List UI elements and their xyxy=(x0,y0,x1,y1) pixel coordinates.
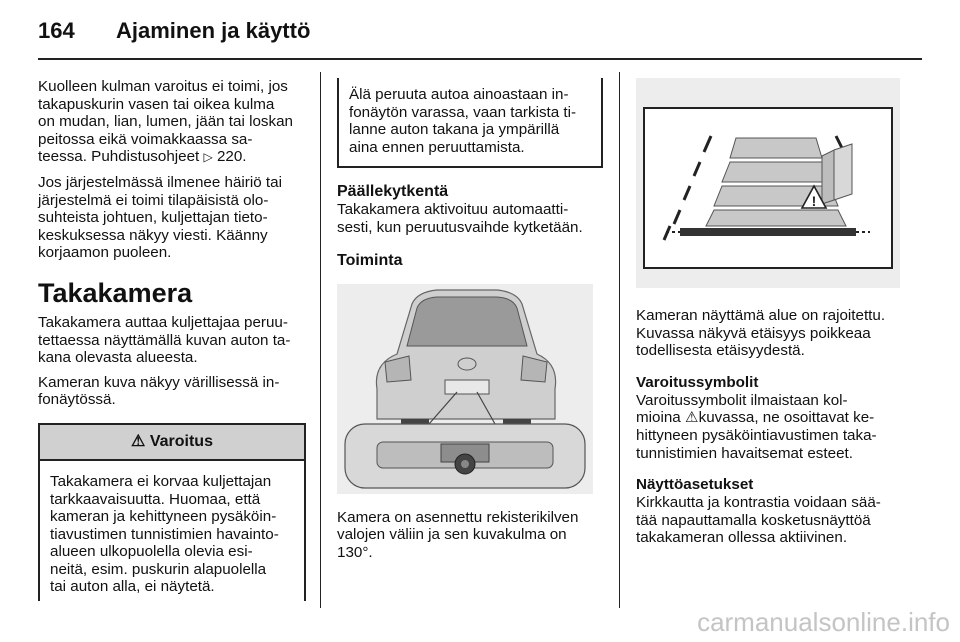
svg-text:!: ! xyxy=(811,193,817,209)
middle-column xyxy=(337,78,603,561)
heading-takakamera: Takakamera xyxy=(38,277,193,308)
heading-display-settings: Näyttöasetukset xyxy=(636,476,754,494)
left-column xyxy=(38,78,306,601)
column-divider xyxy=(320,72,321,608)
heading-switch-on: Päällekytkentä xyxy=(337,183,449,201)
paragraph-warning-symbols: Varoitussymbolit ilmaistaan kol- mioina ⚠kuvassa, ne osoittavat ke- hittyneen pysäköintiavustimen taka- tunnistimien havaitsemat esteet. xyxy=(636,391,877,462)
paragraph-fault: Jos järjestelmässä ilmenee häiriö tai järjestelmä ei toimi tilapäisistä olo- suhteista johtuen, kuljettajan tieto- keskuksessa näkyy viesti. Käänny korjaamon puoleen. xyxy=(38,173,282,262)
heading-warning-symbols: Varoitussymbolit xyxy=(636,373,759,391)
warning-body: Takakamera ei korvaa kuljettajan tarkkaavaisuutta. Huomaa, että kameran ja kehittyneen pysäköin- tiavustimen tunnistimien havainto- alueen ulkopuolella olevia esi- neitä, esim. puskurin alapuolella tai auton alla, ei näytetä. xyxy=(50,472,279,596)
paragraph-display-settings: Kirkkautta ja kontrastia voidaan sää- tää napauttamalla kosketusnäyttöä takakameran ollessa aktiivinen. xyxy=(636,494,881,547)
page-number: 164 xyxy=(38,18,75,43)
paragraph-dead-angle: Kuolleen kulman varoitus ei toimi, jos takapuskurin vasen tai oikea kulma on mudan, lian, lumen, jään tai loskan peitossa eikä voimakkaassa sa- teessa. Puhdistusohjeet ▷ 220. xyxy=(38,78,293,166)
paragraph-switch-on: Takakamera aktivoituu automaatti- sesti, kun peruutusvaihde kytketään. xyxy=(337,201,583,236)
paragraph-intro: Takakamera auttaa kuljettajaa peruu- tettaessa näyttämällä kuvan auton ta- kana olevasta alueesta. xyxy=(38,313,291,367)
warning-continuation-box: Älä peruuta autoa ainoastaan in- fonäytön varassa, vaan tarkista ti- lanne auton takana ja ympärillä aina ennen peruuttamista. xyxy=(337,78,603,168)
paragraph-camera-caption: Kamera on asennettu rekisterikilven valojen väliin ja sen kuvakulma on 130°. xyxy=(337,508,579,561)
car-rear-camera-illustration xyxy=(337,284,593,494)
header-rule xyxy=(38,58,922,60)
page-ref-arrow-icon: ▷ xyxy=(203,150,213,165)
page-header xyxy=(38,12,922,52)
warning-triangle-icon: ⚠ xyxy=(684,409,699,427)
column-divider xyxy=(619,72,620,608)
paragraph-limited-area: Kameran näyttämä alue on rajoitettu. Kuvassa näkyvä etäisyys poikkeaa todellisesta etäisyydestä. xyxy=(636,307,886,360)
heading-function: Toiminta xyxy=(337,251,403,269)
warning-triangle-icon: ⚠ xyxy=(131,432,146,450)
right-column xyxy=(636,78,906,547)
warning-box xyxy=(38,423,306,601)
camera-display-illustration xyxy=(636,78,900,288)
section-title: Ajaminen ja käyttö xyxy=(116,18,311,43)
paragraph-display: Kameran kuva näkyy värillisessä in- fonäytössä. xyxy=(38,373,280,409)
watermark: carmanualsonline.info xyxy=(697,607,950,637)
warning-header: ⚠ Varoitus xyxy=(40,425,304,461)
